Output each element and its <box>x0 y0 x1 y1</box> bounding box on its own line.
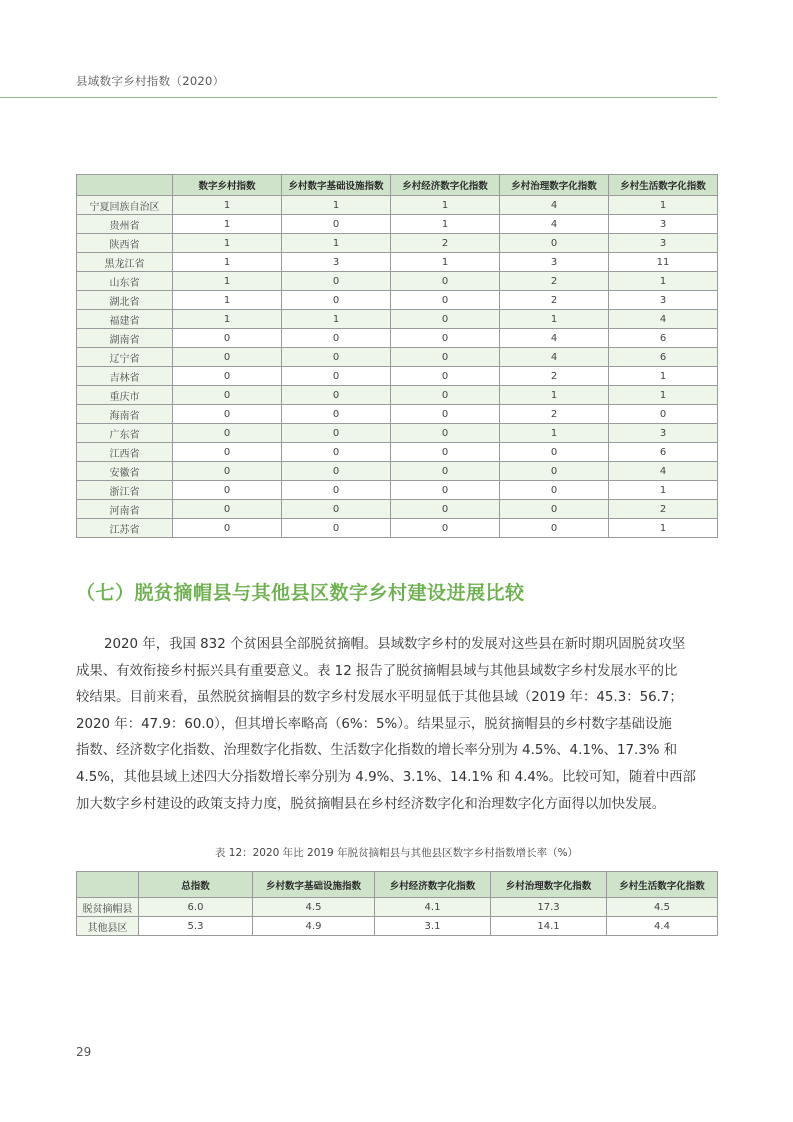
paragraph-line: 2020 年，我国 832 个贫困县全部脱贫摘帽。县域数字乡村的发展对这些县在新时期巩固脱贫攻坚 <box>104 637 686 652</box>
table-cell: 2 <box>500 405 609 424</box>
table-row <box>77 196 718 215</box>
table-row <box>77 348 718 367</box>
table-cell: 2 <box>500 291 609 310</box>
table-cell: 0 <box>391 481 500 500</box>
table-cell: 0 <box>391 405 500 424</box>
table-cell: 3 <box>500 253 609 272</box>
table-cell: 0 <box>282 519 391 538</box>
table-cell: 0 <box>391 519 500 538</box>
table-cell: 0 <box>173 519 282 538</box>
table-row <box>77 462 718 481</box>
table-cell: 1 <box>173 291 282 310</box>
table-row <box>77 519 718 538</box>
table-cell: 2 <box>500 367 609 386</box>
table-cell: 0 <box>500 462 609 481</box>
table-cell: 0 <box>391 443 500 462</box>
table-cell: 3 <box>609 424 718 443</box>
table-cell: 4.1 <box>375 898 491 917</box>
table-cell: 0 <box>173 348 282 367</box>
table-cell: 1 <box>500 310 609 329</box>
table-cell: 3 <box>609 291 718 310</box>
table-cell: 1 <box>609 367 718 386</box>
table-row <box>77 898 718 917</box>
table-cell: 0 <box>609 405 718 424</box>
table-header-row <box>77 175 718 196</box>
table-cell: 3 <box>282 253 391 272</box>
table-header-cell: 乡村经济数字化指数 <box>375 872 491 898</box>
table-cell: 0 <box>282 348 391 367</box>
table-cell: 6 <box>609 443 718 462</box>
row-label-cell: 贵州省 <box>77 215 173 234</box>
table-cell: 1 <box>609 386 718 405</box>
table-cell: 17.3 <box>491 898 607 917</box>
table-row <box>77 405 718 424</box>
table-cell: 0 <box>500 481 609 500</box>
table-cell: 4.5 <box>607 898 718 917</box>
table-cell: 1 <box>391 215 500 234</box>
table-cell: 0 <box>173 443 282 462</box>
paragraph-line: 成果、有效衔接乡村振兴具有重要意义。表 12 报告了脱贫摘帽县域与其他县域数字乡村发展水平的比 <box>76 663 678 679</box>
table-cell: 0 <box>173 405 282 424</box>
table-cell: 1 <box>173 310 282 329</box>
section-heading: （七）脱贫摘帽县与其他县区数字乡村建设进展比较 <box>76 582 525 604</box>
table-cell: 4 <box>500 329 609 348</box>
table-cell: 0 <box>173 462 282 481</box>
header-rule <box>0 97 717 98</box>
table-cell: 0 <box>391 329 500 348</box>
table-row <box>77 272 718 291</box>
table-cell: 0 <box>282 405 391 424</box>
table-cell: 0 <box>282 462 391 481</box>
table-cell: 1 <box>609 481 718 500</box>
table-cell: 0 <box>500 443 609 462</box>
table-cell: 0 <box>391 462 500 481</box>
table-row <box>77 253 718 272</box>
paragraph-line: 2020 年：47.9：60.0），但其增长率略高（6%：5%）。结果显示，脱贫摘帽县的乡村数字基础设施 <box>76 716 672 732</box>
table-row <box>77 215 718 234</box>
table-row <box>77 367 718 386</box>
table-cell: 0 <box>282 272 391 291</box>
table-cell: 0 <box>391 386 500 405</box>
table-cell: 1 <box>609 519 718 538</box>
table-row <box>77 443 718 462</box>
table-cell: 0 <box>173 386 282 405</box>
row-label-cell: 湖北省 <box>77 291 173 310</box>
table-row <box>77 386 718 405</box>
row-label-cell: 辽宁省 <box>77 348 173 367</box>
table-cell: 1 <box>173 215 282 234</box>
table-cell: 1 <box>500 386 609 405</box>
table-cell: 0 <box>391 424 500 443</box>
table-row <box>77 481 718 500</box>
table-cell: 0 <box>282 329 391 348</box>
table-cell: 1 <box>173 253 282 272</box>
table-cell: 5.3 <box>139 917 253 936</box>
paragraph-line: 较结果。目前来看，虽然脱贫摘帽县的数字乡村发展水平明显低于其他县域（2019 年：45.3：56.7； <box>76 690 683 706</box>
table-cell: 0 <box>173 481 282 500</box>
paragraph-line: 指数、经济数字化指数、治理数字化指数、生活数字化指数的增长率分别为 4.5%、4.1%、17.3% 和 <box>76 743 678 759</box>
table-cell: 1 <box>173 272 282 291</box>
row-label-cell: 浙江省 <box>77 481 173 500</box>
table-cell: 0 <box>391 500 500 519</box>
table-row <box>77 329 718 348</box>
table-cell: 4.9 <box>253 917 375 936</box>
table-header-cell: 数字乡村指数 <box>173 175 282 196</box>
table-cell: 1 <box>173 196 282 215</box>
table-cell: 4 <box>500 196 609 215</box>
table-cell: 2 <box>500 272 609 291</box>
table-cell: 2 <box>609 500 718 519</box>
table-cell: 6 <box>609 329 718 348</box>
table-cell: 0 <box>500 519 609 538</box>
row-label-cell: 广东省 <box>77 424 173 443</box>
table-header-cell: 乡村治理数字化指数 <box>500 175 609 196</box>
table-cell: 6 <box>609 348 718 367</box>
table-cell: 0 <box>391 348 500 367</box>
table-cell: 0 <box>282 386 391 405</box>
province-ranking-table <box>76 174 718 538</box>
row-label-cell: 江西省 <box>77 443 173 462</box>
table-header-cell: 乡村经济数字化指数 <box>391 175 500 196</box>
paragraph-line: 4.5%，其他县域上述四大分指数增长率分别为 4.9%、3.1%、14.1% 和 4.4%。比较可知，随着中西部 <box>76 769 696 785</box>
table-cell: 0 <box>391 272 500 291</box>
table-cell: 0 <box>282 367 391 386</box>
table-caption: 表 12：2020 年比 2019 年脱贫摘帽县与其他县区数字乡村指数增长率（%） <box>214 847 579 859</box>
table-cell: 0 <box>282 215 391 234</box>
table-cell: 0 <box>173 500 282 519</box>
table-cell: 4 <box>500 215 609 234</box>
table-row <box>77 310 718 329</box>
table-cell: 11 <box>609 253 718 272</box>
row-label-cell: 重庆市 <box>77 386 173 405</box>
paragraph-line: 加大数字乡村建设的政策支持力度，脱贫摘帽县在乡村经济数字化和治理数字化方面得以加快发展。 <box>76 796 666 812</box>
table-header-cell: 乡村生活数字化指数 <box>609 175 718 196</box>
row-label-cell: 湖南省 <box>77 329 173 348</box>
table-header-cell: 乡村生活数字化指数 <box>607 872 718 898</box>
table-cell: 1 <box>282 234 391 253</box>
row-label-cell: 福建省 <box>77 310 173 329</box>
table-header-cell <box>77 175 173 196</box>
row-label-cell: 宁夏回族自治区 <box>77 196 173 215</box>
table-row <box>77 234 718 253</box>
table-cell: 1 <box>282 196 391 215</box>
table-header-cell <box>77 872 139 898</box>
row-label-cell: 海南省 <box>77 405 173 424</box>
table-cell: 0 <box>391 367 500 386</box>
table-cell: 0 <box>500 500 609 519</box>
table-cell: 1 <box>500 424 609 443</box>
table-cell: 0 <box>500 234 609 253</box>
row-label-cell: 陕西省 <box>77 234 173 253</box>
table-cell: 14.1 <box>491 917 607 936</box>
table-header-row <box>77 872 718 898</box>
table-header-cell: 乡村治理数字化指数 <box>491 872 607 898</box>
row-label-cell: 安徽省 <box>77 462 173 481</box>
row-label-cell: 脱贫摘帽县 <box>77 898 139 917</box>
table-header-cell: 乡村数字基础设施指数 <box>253 872 375 898</box>
row-label-cell: 山东省 <box>77 272 173 291</box>
table-cell: 0 <box>282 443 391 462</box>
row-label-cell: 河南省 <box>77 500 173 519</box>
table-cell: 0 <box>282 481 391 500</box>
table-cell: 1 <box>391 253 500 272</box>
table-cell: 6.0 <box>139 898 253 917</box>
table-cell: 3 <box>609 234 718 253</box>
table-row <box>77 500 718 519</box>
growth-rate-table <box>76 871 718 936</box>
table-cell: 3.1 <box>375 917 491 936</box>
table-cell: 4.4 <box>607 917 718 936</box>
row-label-cell: 吉林省 <box>77 367 173 386</box>
table-cell: 1 <box>173 234 282 253</box>
table-cell: 0 <box>282 291 391 310</box>
table-cell: 3 <box>609 215 718 234</box>
running-header: 县域数字乡村指数（2020） <box>76 74 225 88</box>
table-header-cell: 总指数 <box>139 872 253 898</box>
row-label-cell: 江苏省 <box>77 519 173 538</box>
table-row <box>77 917 718 936</box>
body-paragraph <box>76 632 717 818</box>
table-cell: 4 <box>609 462 718 481</box>
row-label-cell: 其他县区 <box>77 917 139 936</box>
table-cell: 0 <box>391 291 500 310</box>
row-label-cell: 黑龙江省 <box>77 253 173 272</box>
table-cell: 0 <box>173 367 282 386</box>
page-number: 29 <box>76 1045 92 1059</box>
table-cell: 0 <box>282 424 391 443</box>
table-cell: 0 <box>282 500 391 519</box>
table-row <box>77 424 718 443</box>
table-cell: 4 <box>500 348 609 367</box>
table-cell: 2 <box>391 234 500 253</box>
table-cell: 0 <box>391 310 500 329</box>
table-cell: 0 <box>173 424 282 443</box>
table-cell: 1 <box>609 272 718 291</box>
table-cell: 4 <box>609 310 718 329</box>
table-cell: 4.5 <box>253 898 375 917</box>
table-row <box>77 291 718 310</box>
table-cell: 1 <box>391 196 500 215</box>
table-cell: 0 <box>173 329 282 348</box>
table-cell: 1 <box>609 196 718 215</box>
table-header-cell: 乡村数字基础设施指数 <box>282 175 391 196</box>
table-cell: 1 <box>282 310 391 329</box>
